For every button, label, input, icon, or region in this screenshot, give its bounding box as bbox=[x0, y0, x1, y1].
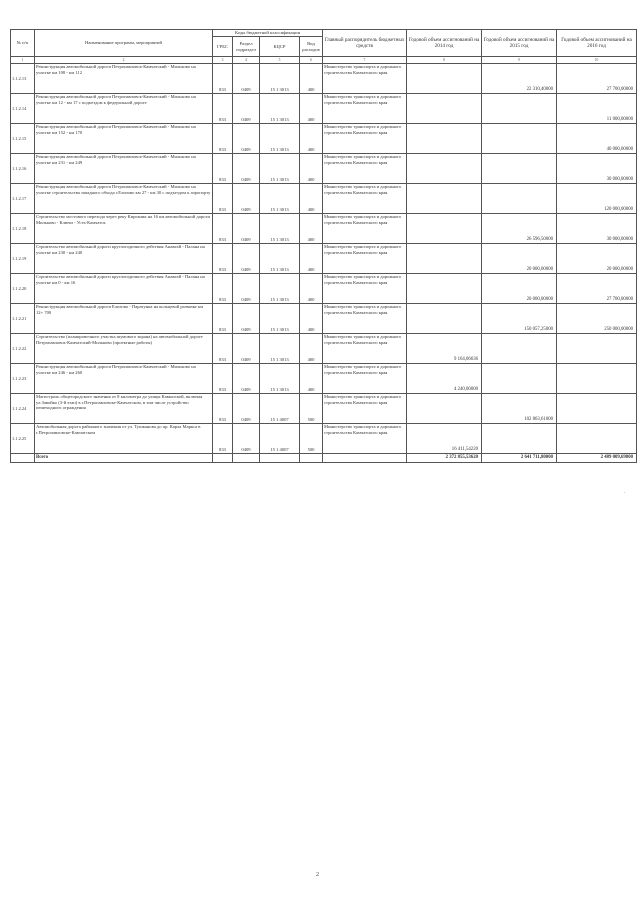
row-amount-2014: 9 164,06636 bbox=[407, 334, 482, 364]
row-amount-2016: 11 000,00000 bbox=[557, 94, 637, 124]
row-amount-2014 bbox=[407, 94, 482, 124]
row-name: Реконструкция автомобильной дороги Петропавловск-Камчатский - Мильково на участке км 231 - км 249 bbox=[35, 154, 213, 184]
row-code-grbs: 833 bbox=[213, 424, 233, 454]
row-amount-2015: 22 310,40000 bbox=[482, 64, 557, 94]
row-code-rzpr: 0409 bbox=[233, 394, 260, 424]
row-amount-2016: 30 000,00000 bbox=[557, 154, 637, 184]
row-amount-2016 bbox=[557, 334, 637, 364]
row-code-rzpr: 0409 bbox=[233, 364, 260, 394]
row-code-csr: 15 1 3013 bbox=[260, 304, 300, 334]
row-name: Строительство мостового перехода через реку Кирганик на 16 км автомобильной дороги Мильково - Ключи - Усть-Камчатск bbox=[35, 214, 213, 244]
row-code-csr: 15 1 4007 bbox=[260, 394, 300, 424]
table-header bbox=[11, 30, 637, 64]
row-code-csr: 15 1 3013 bbox=[260, 214, 300, 244]
row-number: 1.1.2.13 bbox=[11, 64, 35, 94]
total-label: Всего bbox=[35, 454, 213, 463]
row-amount-2015: 20 000,00000 bbox=[482, 244, 557, 274]
row-code-vr: 400 bbox=[300, 304, 323, 334]
row-name: Реконструкция автомобильной дороги Елизово - Паратунка на кольцевой развязке км 12+ 700 bbox=[35, 304, 213, 334]
column-number: 1 bbox=[11, 57, 35, 64]
row-amount-2015 bbox=[482, 424, 557, 454]
row-name: Автомобильная дорога районного значения от ул. Тушканова до пр. Карла Маркса в г.Петропавловске-Камчатском bbox=[35, 424, 213, 454]
header-codes-group: Коды бюджетной классификации bbox=[213, 30, 323, 37]
row-code-vr: 400 bbox=[300, 64, 323, 94]
row-number: 1.1.2.16 bbox=[11, 154, 35, 184]
total-2014: 2 372 855,53620 bbox=[407, 454, 482, 463]
row-code-vr: 400 bbox=[300, 334, 323, 364]
budget-table bbox=[10, 29, 637, 463]
row-amount-2015 bbox=[482, 334, 557, 364]
row-code-rzpr: 0409 bbox=[233, 304, 260, 334]
total-row bbox=[11, 454, 637, 463]
column-number: 6 bbox=[300, 57, 323, 64]
row-code-vr: 400 bbox=[300, 274, 323, 304]
header-col-2015: Годовой объем ассигнований на 2015 год bbox=[482, 30, 557, 57]
table-row bbox=[11, 154, 637, 184]
row-name: Магистраль общегородского значения от 8 километра до улицы Кавказской, включая ул.Завойко (3-й этап) в г.Петропавловске-Камчатском, в том числе устройство пешеходного ограждения bbox=[35, 394, 213, 424]
row-responsible: Министерство транспорта и дорожного строительства Камчатского края bbox=[323, 94, 407, 124]
table-row bbox=[11, 424, 637, 454]
row-code-csr: 15 1 3013 bbox=[260, 274, 300, 304]
row-name: Строительство (планировочного участка шумового экрана) на автомобильной дороге Петропавловск-Камчатский-Мильково (проектные работы) bbox=[35, 334, 213, 364]
table-row bbox=[11, 364, 637, 394]
row-code-vr: 400 bbox=[300, 364, 323, 394]
row-name: Реконструкция автомобильной дороги Петропавловск-Камчатский - Мильково на участке км 108 - км 112 bbox=[35, 64, 213, 94]
header-col-name: Наименование программ, мероприятий bbox=[35, 30, 213, 57]
column-number: 4 bbox=[233, 57, 260, 64]
row-code-grbs: 833 bbox=[213, 64, 233, 94]
row-number: 1.1.2.19 bbox=[11, 244, 35, 274]
row-number: 1.1.2.22 bbox=[11, 334, 35, 364]
row-amount-2015: 20 000,00000 bbox=[482, 274, 557, 304]
row-amount-2014: 16 411,54220 bbox=[407, 424, 482, 454]
document-table-wrapper bbox=[10, 29, 636, 463]
row-amount-2014 bbox=[407, 154, 482, 184]
row-code-rzpr: 0409 bbox=[233, 64, 260, 94]
row-amount-2014: 4 240,00000 bbox=[407, 364, 482, 394]
row-name: Строительство автомобильной дороги круглогодичного действия Анавгай - Палана на участке км 0 - км 16 bbox=[35, 274, 213, 304]
header-col-2016: Годовой объем ассигнований на 2016 год bbox=[557, 30, 637, 57]
row-code-grbs: 833 bbox=[213, 364, 233, 394]
row-amount-2016: 27 700,00000 bbox=[557, 64, 637, 94]
row-code-grbs: 833 bbox=[213, 214, 233, 244]
header-code-csr: КЦСР bbox=[260, 37, 300, 57]
row-code-vr: 400 bbox=[300, 214, 323, 244]
row-responsible: Министерство транспорта и дорожного строительства Камчатского края bbox=[323, 64, 407, 94]
row-responsible: Министерство транспорта и дорожного строительства Камчатского края bbox=[323, 304, 407, 334]
row-amount-2015 bbox=[482, 154, 557, 184]
row-name: Реконструкция автомобильной дороги Петропавловск-Камчатский - Мильково на участке км 246 - км 260 bbox=[35, 364, 213, 394]
row-name: Реконструкция автомобильной дороги Петропавловск-Камчатский - Мильково на участке км 152 - км 170 bbox=[35, 124, 213, 154]
row-code-grbs: 833 bbox=[213, 304, 233, 334]
row-code-vr: 400 bbox=[300, 154, 323, 184]
row-amount-2016: 30 000,00000 bbox=[557, 214, 637, 244]
row-code-csr: 15 1 3013 bbox=[260, 244, 300, 274]
row-code-rzpr: 0409 bbox=[233, 184, 260, 214]
column-number: 3 bbox=[213, 57, 233, 64]
row-number: 1.1.2.21 bbox=[11, 304, 35, 334]
column-numbers-row bbox=[11, 57, 637, 64]
row-code-csr: 15 1 4007 bbox=[260, 424, 300, 454]
row-number: 1.1.2.24 bbox=[11, 394, 35, 424]
table-row bbox=[11, 334, 637, 364]
table-row bbox=[11, 214, 637, 244]
row-name: Строительство автомобильной дороги круглогодичного действия Анавгай - Палана на участке км 230 - км 240 bbox=[35, 244, 213, 274]
row-code-vr: 500 bbox=[300, 424, 323, 454]
row-amount-2016: 27 700,00000 bbox=[557, 274, 637, 304]
row-code-rzpr: 0409 bbox=[233, 214, 260, 244]
row-code-grbs: 833 bbox=[213, 154, 233, 184]
row-code-grbs: 833 bbox=[213, 94, 233, 124]
row-code-csr: 15 1 3013 bbox=[260, 94, 300, 124]
total-2015: 2 641 711,80000 bbox=[482, 454, 557, 463]
row-code-grbs: 833 bbox=[213, 334, 233, 364]
table-row bbox=[11, 184, 637, 214]
row-amount-2016 bbox=[557, 364, 637, 394]
page-number: 2 bbox=[316, 872, 319, 878]
row-responsible: Министерство транспорта и дорожного строительства Камчатского края bbox=[323, 244, 407, 274]
row-responsible: Министерство транспорта и дорожного строительства Камчатского края bbox=[323, 184, 407, 214]
row-code-csr: 15 1 3013 bbox=[260, 334, 300, 364]
table-row bbox=[11, 394, 637, 424]
row-amount-2015: 150 057,25000 bbox=[482, 304, 557, 334]
row-amount-2014 bbox=[407, 124, 482, 154]
total-2016: 2 489 009,69800 bbox=[557, 454, 637, 463]
row-responsible: Министерство транспорта и дорожного строительства Камчатского края bbox=[323, 424, 407, 454]
row-code-vr: 400 bbox=[300, 184, 323, 214]
header-col-num: № п/п bbox=[11, 30, 35, 57]
table-row bbox=[11, 64, 637, 94]
row-amount-2015: 26 596,50000 bbox=[482, 214, 557, 244]
row-amount-2015 bbox=[482, 94, 557, 124]
row-code-grbs: 833 bbox=[213, 124, 233, 154]
row-amount-2016 bbox=[557, 424, 637, 454]
table-row bbox=[11, 244, 637, 274]
row-code-vr: 400 bbox=[300, 94, 323, 124]
header-code-grbs: ГРБС bbox=[213, 37, 233, 57]
row-responsible: Министерство транспорта и дорожного строительства Камчатского края bbox=[323, 214, 407, 244]
row-name: Реконструкция автомобильной дороги Петропавловск-Камчатский - Мильково на участке строительства западного обхода г.Елизово км 27 - км 30 с подъездом к аэропорту bbox=[35, 184, 213, 214]
table-row bbox=[11, 304, 637, 334]
row-code-csr: 15 1 3013 bbox=[260, 364, 300, 394]
row-amount-2015 bbox=[482, 364, 557, 394]
row-code-vr: 400 bbox=[300, 124, 323, 154]
row-amount-2016: 120 000,00000 bbox=[557, 184, 637, 214]
row-code-csr: 15 1 3013 bbox=[260, 184, 300, 214]
row-number: 1.1.2.17 bbox=[11, 184, 35, 214]
row-code-rzpr: 0409 bbox=[233, 124, 260, 154]
row-responsible: Министерство транспорта и дорожного строительства Камчатского края bbox=[323, 124, 407, 154]
row-code-rzpr: 0409 bbox=[233, 424, 260, 454]
row-number: 1.1.2.25 bbox=[11, 424, 35, 454]
row-number: 1.1.2.20 bbox=[11, 274, 35, 304]
row-amount-2014 bbox=[407, 274, 482, 304]
row-name: Реконструкция автомобильной дороги Петропавловск-Камчатский - Мильково на участке км 12 - км 17 с подъездом к федеральной дороге bbox=[35, 94, 213, 124]
row-code-rzpr: 0409 bbox=[233, 94, 260, 124]
row-amount-2015 bbox=[482, 124, 557, 154]
row-amount-2016 bbox=[557, 394, 637, 424]
row-amount-2016: 250 000,00000 bbox=[557, 304, 637, 334]
row-code-vr: 500 bbox=[300, 394, 323, 424]
row-responsible: Министерство транспорта и дорожного строительства Камчатского края bbox=[323, 334, 407, 364]
row-code-rzpr: 0409 bbox=[233, 154, 260, 184]
table-row bbox=[11, 94, 637, 124]
row-responsible: Министерство транспорта и дорожного строительства Камчатского края bbox=[323, 394, 407, 424]
column-number: 2 bbox=[35, 57, 213, 64]
row-amount-2014 bbox=[407, 184, 482, 214]
row-code-grbs: 833 bbox=[213, 244, 233, 274]
row-code-grbs: 833 bbox=[213, 184, 233, 214]
row-amount-2014 bbox=[407, 64, 482, 94]
row-responsible: Министерство транспорта и дорожного строительства Камчатского края bbox=[323, 274, 407, 304]
table-row bbox=[11, 274, 637, 304]
column-number: 7 bbox=[323, 57, 407, 64]
row-amount-2014 bbox=[407, 244, 482, 274]
row-code-vr: 400 bbox=[300, 244, 323, 274]
row-responsible: Министерство транспорта и дорожного строительства Камчатского края bbox=[323, 154, 407, 184]
table-body bbox=[11, 64, 637, 454]
row-code-csr: 15 1 3013 bbox=[260, 154, 300, 184]
corner-mark: ' bbox=[624, 491, 625, 496]
row-amount-2014 bbox=[407, 304, 482, 334]
column-number: 9 bbox=[482, 57, 557, 64]
row-code-rzpr: 0409 bbox=[233, 334, 260, 364]
table-row bbox=[11, 124, 637, 154]
row-amount-2014 bbox=[407, 394, 482, 424]
row-code-grbs: 833 bbox=[213, 274, 233, 304]
row-code-grbs: 833 bbox=[213, 394, 233, 424]
header-code-rzpr: Раздел подраздел bbox=[233, 37, 260, 57]
column-number: 5 bbox=[260, 57, 300, 64]
row-amount-2015: 102 863,61000 bbox=[482, 394, 557, 424]
row-code-rzpr: 0409 bbox=[233, 274, 260, 304]
row-number: 1.1.2.23 bbox=[11, 364, 35, 394]
row-amount-2016: 40 000,00000 bbox=[557, 124, 637, 154]
row-number: 1.1.2.18 bbox=[11, 214, 35, 244]
row-amount-2014 bbox=[407, 214, 482, 244]
row-code-rzpr: 0409 bbox=[233, 244, 260, 274]
header-col-responsible: Главный распорядитель бюджетных средств bbox=[323, 30, 407, 57]
row-code-csr: 15 1 3013 bbox=[260, 64, 300, 94]
column-number: 8 bbox=[407, 57, 482, 64]
row-code-csr: 15 1 3013 bbox=[260, 124, 300, 154]
column-number: 10 bbox=[557, 57, 637, 64]
table-footer bbox=[11, 454, 637, 463]
header-code-vr: Вид расходов bbox=[300, 37, 323, 57]
row-amount-2015 bbox=[482, 184, 557, 214]
row-amount-2016: 20 000,00000 bbox=[557, 244, 637, 274]
row-number: 1.1.2.15 bbox=[11, 124, 35, 154]
row-number: 1.1.2.14 bbox=[11, 94, 35, 124]
header-col-2014: Годовой объем ассигнований на 2014 год bbox=[407, 30, 482, 57]
row-responsible: Министерство транспорта и дорожного строительства Камчатского края bbox=[323, 364, 407, 394]
